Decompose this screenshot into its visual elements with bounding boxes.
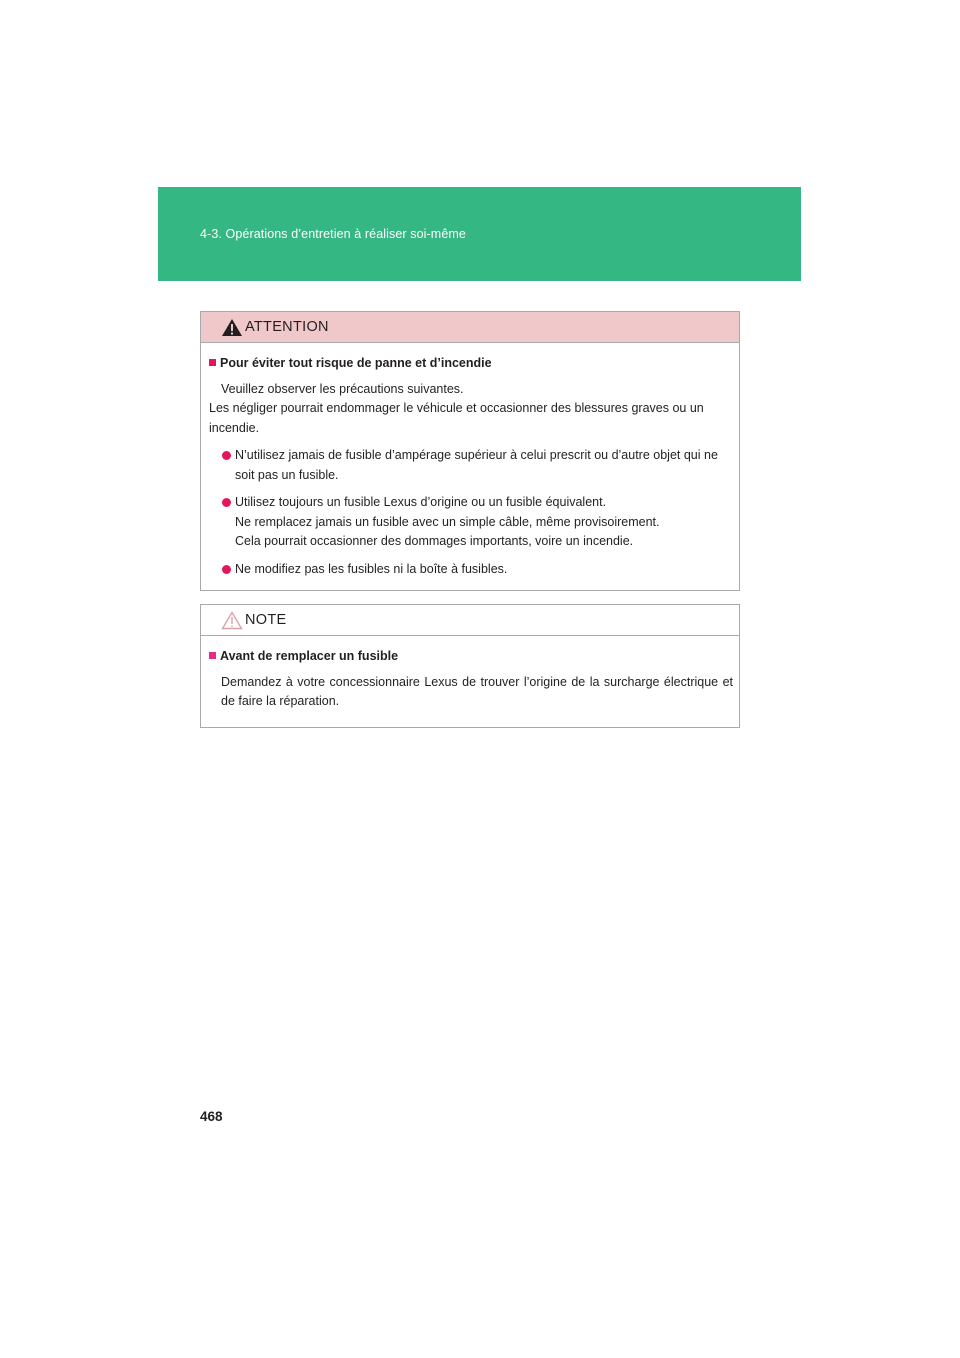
attention-title-text: Pour éviter tout risque de panne et d’incendie	[220, 356, 492, 370]
list-item-text	[235, 560, 733, 580]
note-label: NOTE	[245, 612, 287, 628]
square-bullet-icon	[209, 652, 216, 659]
attention-header	[201, 312, 739, 343]
list-item-line: N’utilisez jamais de fusible d’ampérage supérieur à celui prescrit ou d’autre objet qui ne soit pas un fusible.	[235, 448, 718, 482]
note-text: Demandez à votre concessionnaire Lexus de trouver l’origine de la surcharge électrique et de faire la réparation.	[221, 674, 733, 708]
attention-body	[201, 343, 739, 579]
attention-intro	[209, 380, 733, 439]
round-bullet-icon	[222, 498, 231, 507]
list-item-line: Ne modifiez pas les fusibles ni la boîte à fusibles.	[235, 561, 508, 576]
warning-triangle-icon	[221, 318, 243, 337]
note-box	[200, 604, 740, 728]
list-item	[209, 560, 733, 580]
list-item	[209, 493, 733, 552]
list-item-text	[235, 446, 733, 485]
list-item-text	[235, 493, 733, 552]
note-body	[201, 636, 739, 712]
list-item-line: Ne remplacez jamais un fusible avec un simple câble, même provisoirement.	[235, 514, 660, 529]
round-bullet-icon	[222, 451, 231, 460]
note-title-text: Avant de remplacer un fusible	[220, 649, 399, 663]
section-header-band	[158, 187, 801, 281]
attention-intro-line: Les négliger pourrait endommager le véhicule et occasionner des blessures graves ou un incendie.	[209, 401, 704, 435]
square-bullet-icon	[209, 359, 216, 366]
note-header	[201, 605, 739, 636]
attention-box	[200, 311, 740, 591]
list-item	[209, 446, 733, 485]
note-section-title	[209, 647, 733, 667]
list-item-line: Cela pourrait occasionner des dommages importants, voire un incendie.	[235, 534, 634, 548]
section-title: 4-3. Opérations d’entretien à réaliser soi-même	[200, 227, 466, 241]
caution-outline-icon	[221, 611, 243, 630]
attention-intro-line: Veuillez observer les précautions suivantes.	[221, 381, 464, 396]
attention-section-title	[209, 354, 733, 374]
list-item-line: Utilisez toujours un fusible Lexus d’origine ou un fusible équivalent.	[235, 495, 607, 509]
page-number: 468	[200, 1109, 223, 1124]
attention-label: ATTENTION	[245, 319, 329, 335]
round-bullet-icon	[222, 565, 231, 574]
